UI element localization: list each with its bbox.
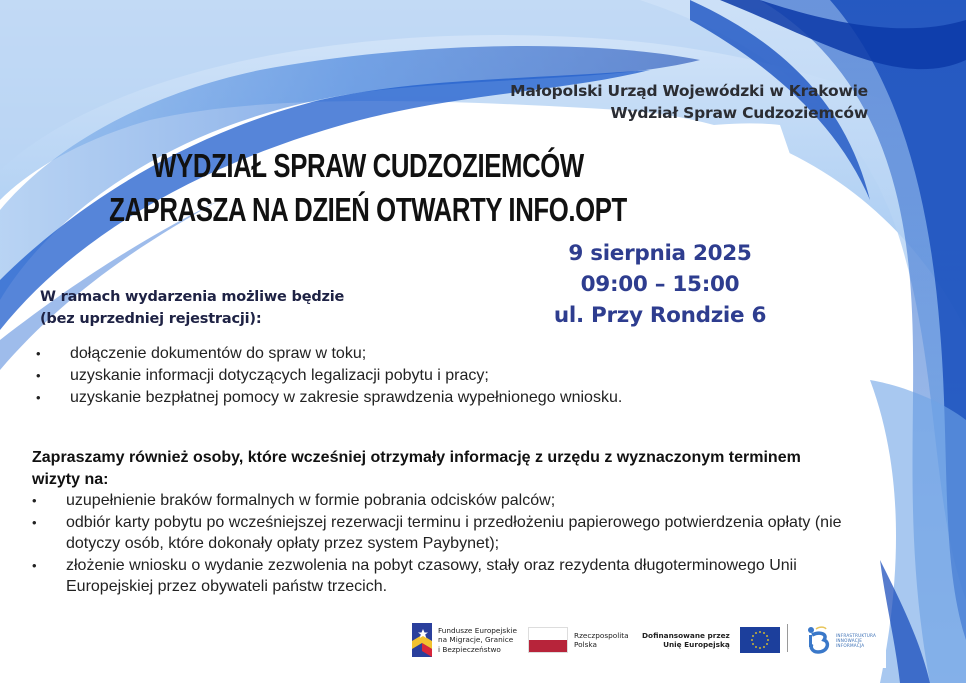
appointments-list	[32, 490, 862, 598]
poland-line-1: Rzeczpospolita	[574, 630, 629, 640]
event-time: 09:00 – 15:00	[580, 272, 740, 297]
i3-line-3: INFORMACJA	[836, 642, 865, 648]
poland-logo	[528, 620, 629, 660]
funding-logo-strip	[400, 612, 886, 668]
list-item: • uzyskanie informacji dotyczących legalizacji pobytu i pracy;	[36, 365, 622, 387]
i3-line-1: INFRASTRUKTURA	[836, 632, 877, 638]
department-name: Wydział Spraw Cudzoziemców	[610, 104, 868, 122]
i3-infrastructure-icon	[806, 625, 832, 655]
poland-flag-icon	[528, 627, 568, 653]
event-address: ul. Przy Rondzie 6	[553, 303, 767, 328]
i3-logo	[806, 620, 876, 660]
european-funds-icon	[412, 623, 432, 657]
list-item: • uzupełnienie braków formalnych w formie pobrania odcisków palców;	[32, 490, 862, 512]
eu-line-1: Dofinansowane przez	[642, 630, 730, 640]
main-title	[81, 144, 655, 232]
funds-line-1: Fundusze Europejskie	[438, 625, 517, 635]
funds-line-2: na Migracje, Granice	[438, 635, 514, 645]
organization-header	[510, 80, 868, 124]
title-line-1: WYDZIAŁ SPRAW CUDZOZIEMCÓW	[152, 147, 584, 184]
invite-heading: Zapraszamy również osoby, które wcześniej otrzymały informację z urzędu z wyznaczonym terminem wizyty na:	[32, 449, 801, 488]
list-item: • złożenie wniosku o wydanie zezwolenia na pobyt czasowy, stały oraz rezydenta długoterminowego Unii Europejskiej przez obywateli państw trzecich.	[32, 555, 862, 598]
event-date: 9 sierpnia 2025	[568, 241, 752, 266]
logo-divider	[787, 624, 788, 652]
intro-line-1: W ramach wydarzenia możliwe będzie	[40, 289, 345, 305]
event-details	[540, 238, 780, 331]
services-list	[36, 343, 622, 409]
funds-logo	[412, 620, 517, 660]
eu-flag-icon	[740, 627, 780, 653]
eu-cofunding-logo	[642, 620, 780, 660]
list-item: • odbiór karty pobytu po wcześniejszej rezerwacji terminu i przedłożeniu papierowego potwierdzenia opłaty (nie dotyczy osób, które dokonały opłaty przez system Paybynet);	[32, 512, 862, 555]
eu-line-2: Unię Europejską	[663, 640, 730, 649]
i3-line-2: INNOWACJE	[836, 637, 863, 643]
poland-line-2: Polska	[574, 640, 598, 649]
intro-line-2: (bez uprzedniej rejestracji):	[40, 311, 262, 327]
list-item: • dołączenie dokumentów do spraw w toku;	[36, 343, 622, 365]
funds-line-3: i Bezpieczeństwo	[438, 644, 501, 654]
services-intro	[40, 286, 344, 330]
organization-name: Małopolski Urząd Wojewódzki w Krakowie	[510, 82, 868, 100]
title-line-2: ZAPRASZA NA DZIEŃ OTWARTY INFO.OPT	[109, 191, 627, 228]
list-item: • uzyskanie bezpłatnej pomocy w zakresie sprawdzenia wypełnionego wniosku.	[36, 387, 622, 409]
